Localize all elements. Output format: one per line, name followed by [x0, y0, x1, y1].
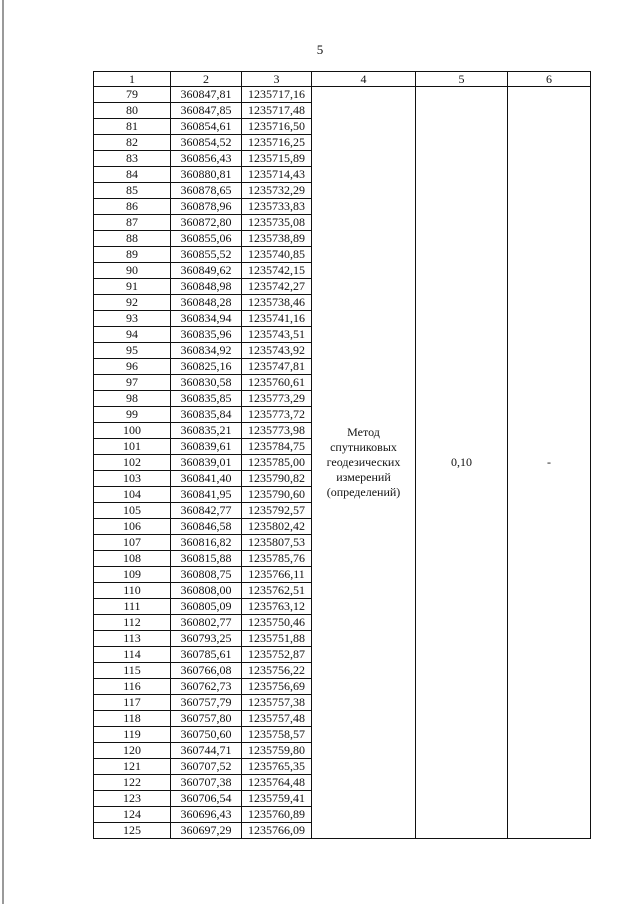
point-number-cell: 125 — [94, 823, 171, 839]
y-coordinate-cell: 1235792,57 — [242, 503, 312, 519]
point-number-cell: 103 — [94, 471, 171, 487]
y-coordinate-cell: 1235807,53 — [242, 535, 312, 551]
point-number-cell: 98 — [94, 391, 171, 407]
y-coordinate-cell: 1235752,87 — [242, 647, 312, 663]
y-coordinate-cell: 1235740,85 — [242, 247, 312, 263]
y-coordinate-cell: 1235751,88 — [242, 631, 312, 647]
x-coordinate-cell: 360834,92 — [171, 343, 242, 359]
x-coordinate-cell: 360834,94 — [171, 311, 242, 327]
x-coordinate-cell: 360697,29 — [171, 823, 242, 839]
y-coordinate-cell: 1235760,61 — [242, 375, 312, 391]
x-coordinate-cell: 360707,52 — [171, 759, 242, 775]
x-coordinate-cell: 360842,77 — [171, 503, 242, 519]
point-number-cell: 102 — [94, 455, 171, 471]
point-number-cell: 120 — [94, 743, 171, 759]
y-coordinate-cell: 1235773,98 — [242, 423, 312, 439]
x-coordinate-cell: 360841,95 — [171, 487, 242, 503]
y-coordinate-cell: 1235743,51 — [242, 327, 312, 343]
point-number-cell: 116 — [94, 679, 171, 695]
y-coordinate-cell: 1235714,43 — [242, 167, 312, 183]
y-coordinate-cell: 1235764,48 — [242, 775, 312, 791]
point-number-cell: 118 — [94, 711, 171, 727]
x-coordinate-cell: 360855,52 — [171, 247, 242, 263]
x-coordinate-cell: 360696,43 — [171, 807, 242, 823]
point-number-cell: 104 — [94, 487, 171, 503]
page-number: 5 — [316, 42, 324, 57]
point-number-cell: 84 — [94, 167, 171, 183]
point-number-cell: 112 — [94, 615, 171, 631]
y-coordinate-cell: 1235757,48 — [242, 711, 312, 727]
x-coordinate-cell: 360835,84 — [171, 407, 242, 423]
point-number-cell: 89 — [94, 247, 171, 263]
y-coordinate-cell: 1235760,89 — [242, 807, 312, 823]
x-coordinate-cell: 360808,00 — [171, 583, 242, 599]
x-coordinate-cell: 360846,58 — [171, 519, 242, 535]
x-coordinate-cell: 360744,71 — [171, 743, 242, 759]
x-coordinate-cell: 360849,62 — [171, 263, 242, 279]
y-coordinate-cell: 1235758,57 — [242, 727, 312, 743]
point-number-cell: 99 — [94, 407, 171, 423]
scan-margin-line — [2, 0, 4, 904]
x-coordinate-cell: 360757,79 — [171, 695, 242, 711]
y-coordinate-cell: 1235756,69 — [242, 679, 312, 695]
y-coordinate-cell: 1235732,29 — [242, 183, 312, 199]
accuracy-cell: 0,10 — [416, 87, 508, 839]
y-coordinate-cell: 1235741,16 — [242, 311, 312, 327]
point-number-cell: 96 — [94, 359, 171, 375]
x-coordinate-cell: 360848,28 — [171, 295, 242, 311]
y-coordinate-cell: 1235716,25 — [242, 135, 312, 151]
point-number-cell: 101 — [94, 439, 171, 455]
point-number-cell: 94 — [94, 327, 171, 343]
x-coordinate-cell: 360793,25 — [171, 631, 242, 647]
header-col-6: 6 — [508, 72, 591, 87]
point-number-cell: 87 — [94, 215, 171, 231]
coordinates-table — [93, 71, 591, 839]
x-coordinate-cell: 360762,73 — [171, 679, 242, 695]
y-coordinate-cell: 1235738,89 — [242, 231, 312, 247]
method-line: спутниковых — [330, 440, 397, 454]
point-number-cell: 117 — [94, 695, 171, 711]
point-number-cell: 82 — [94, 135, 171, 151]
x-coordinate-cell: 360757,80 — [171, 711, 242, 727]
y-coordinate-cell: 1235733,83 — [242, 199, 312, 215]
y-coordinate-cell: 1235765,35 — [242, 759, 312, 775]
point-number-cell: 86 — [94, 199, 171, 215]
y-coordinate-cell: 1235715,89 — [242, 151, 312, 167]
y-coordinate-cell: 1235785,76 — [242, 551, 312, 567]
x-coordinate-cell: 360880,81 — [171, 167, 242, 183]
x-coordinate-cell: 360841,40 — [171, 471, 242, 487]
point-number-cell: 91 — [94, 279, 171, 295]
x-coordinate-cell: 360855,06 — [171, 231, 242, 247]
y-coordinate-cell: 1235743,92 — [242, 343, 312, 359]
x-coordinate-cell: 360706,54 — [171, 791, 242, 807]
y-coordinate-cell: 1235790,60 — [242, 487, 312, 503]
method-line: Метод — [347, 425, 380, 439]
header-col-3: 3 — [242, 72, 312, 87]
x-coordinate-cell: 360839,01 — [171, 455, 242, 471]
x-coordinate-cell: 360802,77 — [171, 615, 242, 631]
point-number-cell: 114 — [94, 647, 171, 663]
y-coordinate-cell: 1235785,00 — [242, 455, 312, 471]
y-coordinate-cell: 1235717,48 — [242, 103, 312, 119]
header-col-2: 2 — [171, 72, 242, 87]
y-coordinate-cell: 1235735,08 — [242, 215, 312, 231]
point-number-cell: 105 — [94, 503, 171, 519]
x-coordinate-cell: 360878,96 — [171, 199, 242, 215]
point-number-cell: 110 — [94, 583, 171, 599]
y-coordinate-cell: 1235790,82 — [242, 471, 312, 487]
point-number-cell: 83 — [94, 151, 171, 167]
x-coordinate-cell: 360816,82 — [171, 535, 242, 551]
header-col-4: 4 — [312, 72, 416, 87]
y-coordinate-cell: 1235762,51 — [242, 583, 312, 599]
x-coordinate-cell: 360839,61 — [171, 439, 242, 455]
y-coordinate-cell: 1235738,46 — [242, 295, 312, 311]
point-number-cell: 109 — [94, 567, 171, 583]
x-coordinate-cell: 360854,52 — [171, 135, 242, 151]
header-row — [94, 72, 591, 87]
y-coordinate-cell: 1235773,72 — [242, 407, 312, 423]
y-coordinate-cell: 1235742,27 — [242, 279, 312, 295]
y-coordinate-cell: 1235750,46 — [242, 615, 312, 631]
point-number-cell: 93 — [94, 311, 171, 327]
point-number-cell: 92 — [94, 295, 171, 311]
point-number-cell: 81 — [94, 119, 171, 135]
point-number-cell: 95 — [94, 343, 171, 359]
y-coordinate-cell: 1235717,16 — [242, 87, 312, 103]
method-line: (определений) — [326, 485, 401, 499]
point-number-cell: 90 — [94, 263, 171, 279]
point-number-cell: 106 — [94, 519, 171, 535]
x-coordinate-cell: 360835,96 — [171, 327, 242, 343]
point-number-cell: 100 — [94, 423, 171, 439]
x-coordinate-cell: 360835,85 — [171, 391, 242, 407]
point-number-cell: 124 — [94, 807, 171, 823]
y-coordinate-cell: 1235802,42 — [242, 519, 312, 535]
y-coordinate-cell: 1235716,50 — [242, 119, 312, 135]
table-body — [94, 87, 591, 839]
y-coordinate-cell: 1235784,75 — [242, 439, 312, 455]
point-number-cell: 122 — [94, 775, 171, 791]
x-coordinate-cell: 360847,85 — [171, 103, 242, 119]
point-number-cell: 115 — [94, 663, 171, 679]
x-coordinate-cell: 360766,08 — [171, 663, 242, 679]
x-coordinate-cell: 360750,60 — [171, 727, 242, 743]
x-coordinate-cell: 360707,38 — [171, 775, 242, 791]
method-line: измерений — [336, 470, 391, 484]
point-number-cell: 79 — [94, 87, 171, 103]
point-number-cell: 111 — [94, 599, 171, 615]
point-number-cell: 80 — [94, 103, 171, 119]
method-cell — [312, 87, 416, 839]
x-coordinate-cell: 360854,61 — [171, 119, 242, 135]
y-coordinate-cell: 1235747,81 — [242, 359, 312, 375]
x-coordinate-cell: 360815,88 — [171, 551, 242, 567]
x-coordinate-cell: 360808,75 — [171, 567, 242, 583]
y-coordinate-cell: 1235766,11 — [242, 567, 312, 583]
table-row — [94, 87, 591, 103]
y-coordinate-cell: 1235757,38 — [242, 695, 312, 711]
y-coordinate-cell: 1235756,22 — [242, 663, 312, 679]
point-number-cell: 121 — [94, 759, 171, 775]
x-coordinate-cell: 360805,09 — [171, 599, 242, 615]
point-number-cell: 119 — [94, 727, 171, 743]
x-coordinate-cell: 360825,16 — [171, 359, 242, 375]
y-coordinate-cell: 1235759,80 — [242, 743, 312, 759]
x-coordinate-cell: 360785,61 — [171, 647, 242, 663]
y-coordinate-cell: 1235759,41 — [242, 791, 312, 807]
x-coordinate-cell: 360830,58 — [171, 375, 242, 391]
point-number-cell: 85 — [94, 183, 171, 199]
x-coordinate-cell: 360835,21 — [171, 423, 242, 439]
header-col-1: 1 — [94, 72, 171, 87]
header-col-5: 5 — [416, 72, 508, 87]
x-coordinate-cell: 360847,81 — [171, 87, 242, 103]
y-coordinate-cell: 1235773,29 — [242, 391, 312, 407]
y-coordinate-cell: 1235766,09 — [242, 823, 312, 839]
x-coordinate-cell: 360848,98 — [171, 279, 242, 295]
method-line: геодезических — [326, 455, 401, 469]
point-number-cell: 113 — [94, 631, 171, 647]
column-6-cell: - — [508, 87, 591, 839]
x-coordinate-cell: 360872,80 — [171, 215, 242, 231]
x-coordinate-cell: 360878,65 — [171, 183, 242, 199]
point-number-cell: 123 — [94, 791, 171, 807]
point-number-cell: 108 — [94, 551, 171, 567]
y-coordinate-cell: 1235763,12 — [242, 599, 312, 615]
point-number-cell: 88 — [94, 231, 171, 247]
point-number-cell: 97 — [94, 375, 171, 391]
x-coordinate-cell: 360856,43 — [171, 151, 242, 167]
y-coordinate-cell: 1235742,15 — [242, 263, 312, 279]
point-number-cell: 107 — [94, 535, 171, 551]
